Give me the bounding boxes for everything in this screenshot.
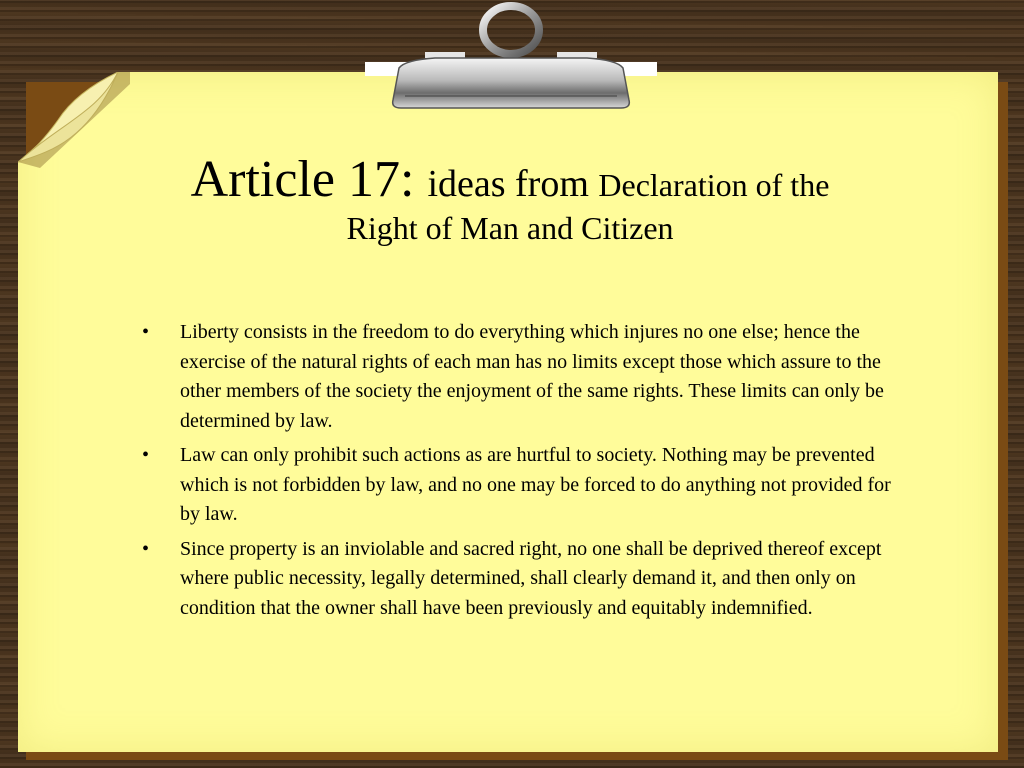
bullet-icon: • — [142, 321, 150, 343]
title-article: Article 17: — [190, 151, 428, 208]
bullet-icon: • — [142, 537, 150, 560]
bullet-list — [140, 318, 910, 628]
bullet-text: Law can only prohibit such actions as are hurtful to society. Nothing may be prevented which is not forbidden by law, and no one may be forced to do anything not provided for by law. — [180, 444, 891, 525]
bullet-item — [140, 535, 910, 624]
bullet-item — [140, 318, 910, 436]
binder-clip-icon — [365, 2, 657, 114]
title-declaration: Declaration of the — [598, 167, 830, 203]
title-ideas-from: ideas from — [427, 163, 599, 205]
title-line-2: Right of Man and Citizen — [346, 209, 674, 246]
bullet-text: Liberty consists in the freedom to do everything which injures no one else; hence the exercise of the natural rights of each man has no limits except those which assure to the other members of the society the enjoyment of the same rights. These limits can only be determined by law. — [180, 321, 884, 432]
slide-title — [40, 150, 980, 247]
bullet-item — [140, 441, 910, 530]
bullet-icon: • — [142, 444, 150, 466]
bullet-text: Since property is an inviolable and sacred right, no one shall be deprived thereof except where public necessity, legally determined, shall clearly demand it, and then only on condition that the owner shall have been previously and equitably indemnified. — [180, 537, 882, 619]
